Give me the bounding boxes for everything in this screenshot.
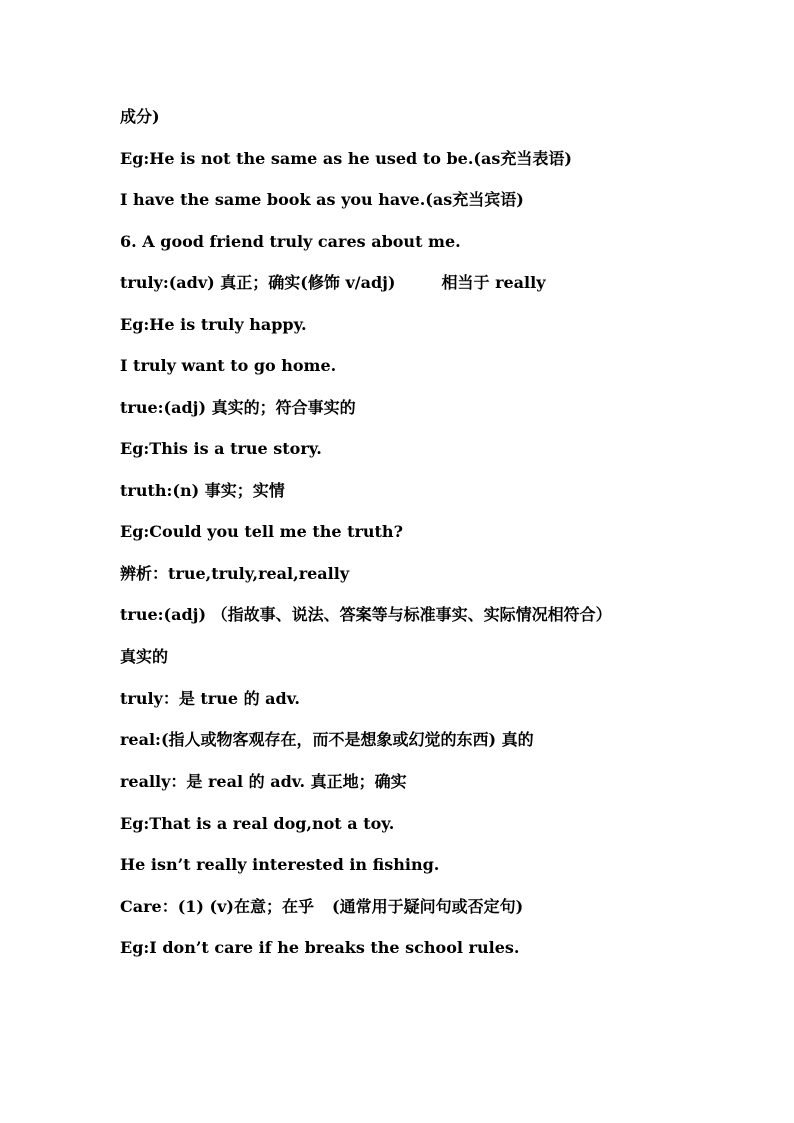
definition-line	[120, 896, 523, 918]
definition-line	[120, 272, 546, 294]
sentence-heading: 6. A good friend truly cares about me.	[120, 232, 461, 251]
definition-note: (通常用于疑问句或否定句)	[332, 897, 524, 916]
definition-text: Care：(1) (v)在意；在乎	[120, 897, 314, 916]
example-line: Eg:This is a true story.	[120, 439, 322, 458]
text-line: I truly want to go home.	[120, 356, 337, 375]
definition-line: true:(adj) 真实的；符合事实的	[120, 398, 356, 417]
example-line: Eg:He is truly happy.	[120, 315, 307, 334]
example-line: Eg:He is not the same as he used to be.(as充当表语)	[120, 149, 572, 168]
analysis-heading: 辨析：true,truly,real,really	[120, 564, 350, 583]
definition-line: truth:(n) 事实；实情	[120, 481, 285, 500]
definition-line: really：是 real 的 adv. 真正地；确实	[120, 772, 407, 791]
example-line: Eg:That is a real dog,not a toy.	[120, 814, 395, 833]
definition-line: truly：是 true 的 adv.	[120, 689, 300, 708]
definition-note: 相当于 really	[441, 273, 546, 292]
text-line: He isn’t really interested in fishing.	[120, 855, 440, 874]
example-line: Eg:Could you tell me the truth?	[120, 522, 403, 541]
definition-line: true:(adj) （指故事、说法、答案等与标准事实、实际情况相符合）	[120, 605, 612, 624]
text-line: 真实的	[120, 647, 169, 666]
example-line: Eg:I don’t care if he breaks the school rules.	[120, 938, 520, 957]
text-line: 成分)	[120, 107, 160, 126]
definition-line: real:(指人或物客观存在，而不是想象或幻觉的东西) 真的	[120, 730, 534, 749]
text-line: I have the same book as you have.(as充当宾语)	[120, 190, 524, 209]
definition-text: truly:(adv) 真正；确实(修饰 v/adj)	[120, 273, 396, 292]
